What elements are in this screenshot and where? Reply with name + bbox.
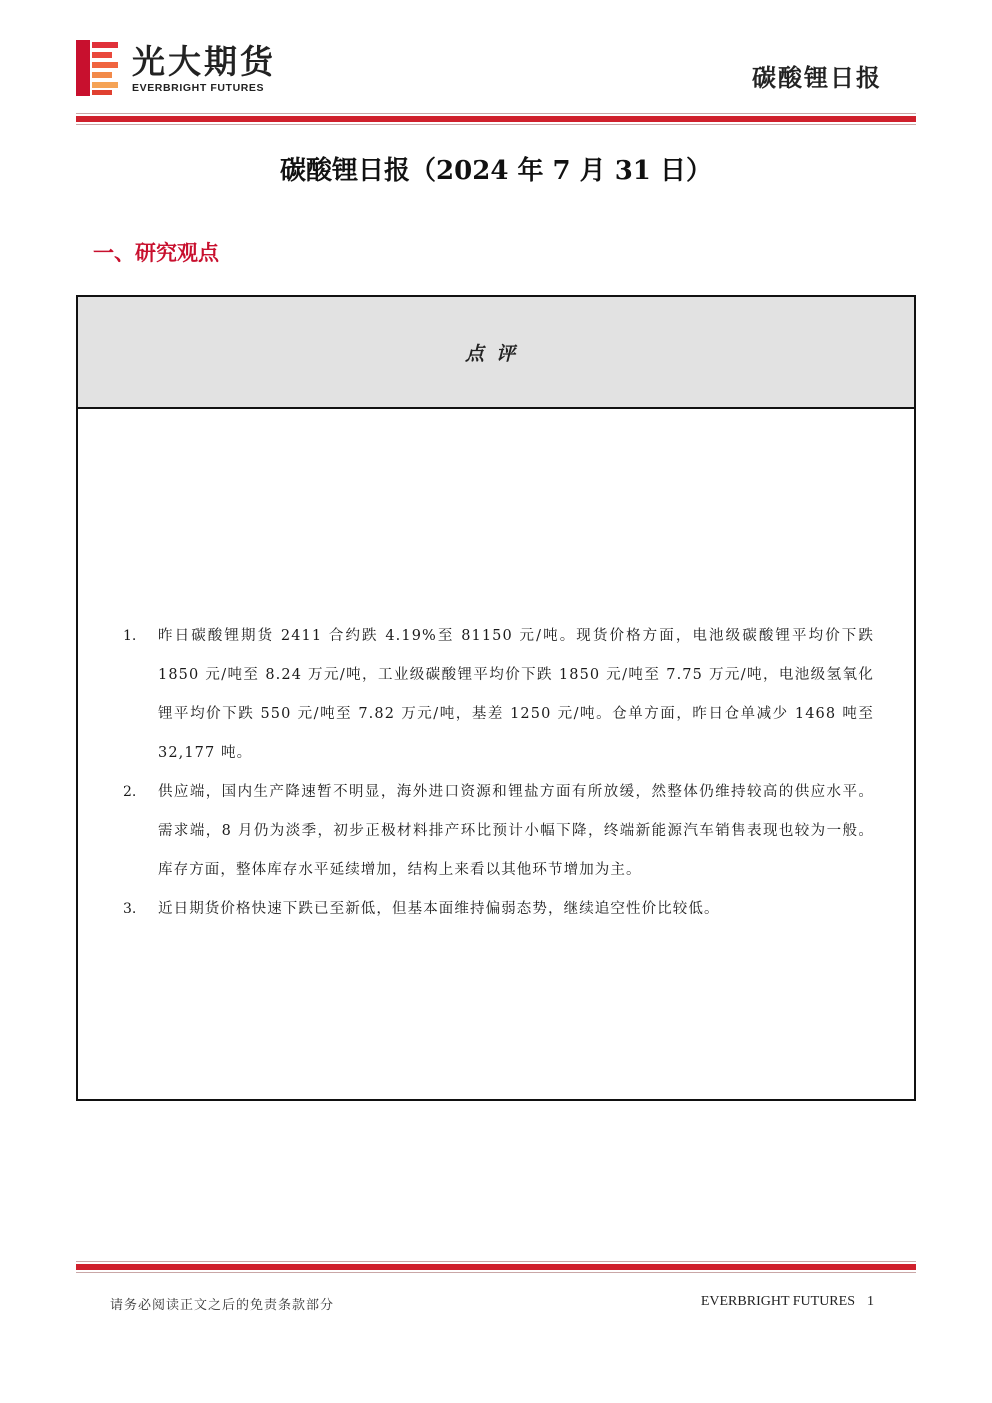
report-name: 碳酸锂日报 [752,64,882,92]
comment-header [78,297,914,409]
list-item [78,617,914,773]
footer-rule-thick [76,1264,916,1270]
list-item-text: 供应端，国内生产降速暂不明显，海外进口资源和锂盐方面有所放缓，然整体仍维持较高的供应水平。需求端，8 月仍为淡季，初步正极材料排产环比预计小幅下降，终端新能源汽车销售表现也较为一般。库存方面，整体库存水平延续增加，结构上来看以其他环节增加为主。 [158,784,874,878]
list-item-number: 1. [123,628,137,644]
logo-english-name: EVERBRIGHT FUTURES [132,82,265,94]
list-item-number: 2. [123,784,137,800]
footer-rule-thin [76,1261,916,1262]
everbright-logo [76,40,286,100]
page-title: 碳酸锂日报（2024 年 7 月 31 日） [280,156,712,186]
page-number: 1 [867,1294,874,1309]
footer-right [701,1294,874,1310]
comment-table [76,295,916,1101]
section-title: 一、研究观点 [93,241,219,265]
footer-company: EVERBRIGHT FUTURES [700,1294,855,1309]
comment-heading: 点评 [464,342,527,365]
list-item-text: 近日期货价格快速下跌已至新低，但基本面维持偏弱态势，继续追空性价比较低。 [158,901,720,917]
header-rule-thin [76,113,916,114]
footer-rule-bottom [76,1272,916,1273]
list-item-number: 3. [123,901,137,917]
list-item-text: 昨日碳酸锂期货 2411 合约跌 4.19%至 81150 元/吨。现货价格方面，电池级碳酸锂平均价下跌 1850 元/吨至 8.24 万元/吨，工业级碳酸锂平均价下跌 1850 元/吨至 7.75 万元/吨，电池级氢氧化锂平均价下跌 550 元/吨至 7.82 万元/吨，基差 1250 元/吨。仓单方面，昨日仓单减少 1468 吨至 32,177 吨。 [158,628,874,761]
comment-points [78,617,914,929]
list-item [78,890,914,929]
header-rule-bottom [76,124,916,125]
header-rule-thick [76,116,916,122]
footer-disclaimer: 请务必阅读正文之后的免责条款部分 [110,1298,335,1313]
list-item [78,773,914,890]
everbright-logo-icon [76,40,120,96]
logo-chinese-name: 光大期货 [132,42,276,81]
